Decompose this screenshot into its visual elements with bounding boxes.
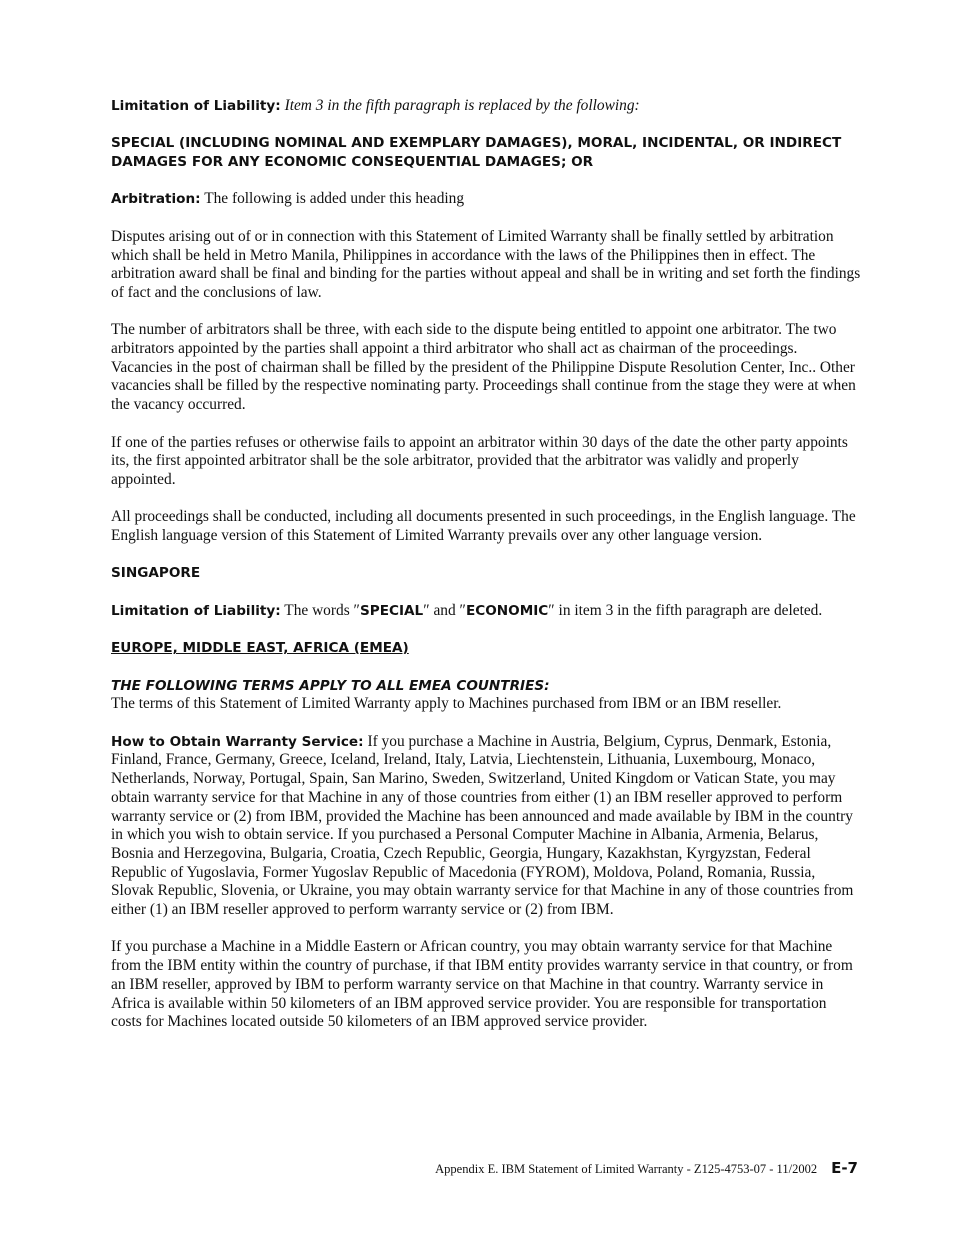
subheading-text: THE FOLLOWING TERMS APPLY TO ALL EMEA COUNTRIES: bbox=[111, 677, 550, 694]
paragraph-warranty-service bbox=[111, 733, 861, 920]
paragraph-arbitrators: The number of arbitrators shall be three, with each side to the dispute being entitled to appoint one arbitrator. The two arbitrators appointed by the parties shall appoint a third arbitrator who shall act as chairman of the proceedings. Vacancies in the post of chairman shall be filled by the president of the Philippine Dispute Resolution Center, Inc.. Other vacancies shall be filled by the respective nominating party. Proceedings shall continue from the stage they were at when the vacancy occurred. bbox=[111, 321, 856, 414]
paragraph-damages-clause: SPECIAL (INCLUDING NOMINAL AND EXEMPLARY DAMAGES), MORAL, INCIDENTAL, OR INDIRECT DAMAGES FOR ANY ECONOMIC CONSEQUENTIAL DAMAGES; OR bbox=[111, 135, 842, 171]
section-heading-singapore: SINGAPORE bbox=[111, 565, 201, 582]
term-bold-special: SPECIAL bbox=[359, 602, 424, 619]
document-body bbox=[111, 97, 861, 1051]
paragraph-appointment: If one of the parties refuses or otherwise fails to appoint an arbitrator within 30 days of the date the other party appoints its, the first appointed arbitrator shall be the sole arbitrator, provided that the arbitrator was validly and properly appointed. bbox=[111, 433, 848, 488]
term-text: Item 3 in the fifth paragraph is replaced by the following: bbox=[284, 97, 640, 114]
term-label: Arbitration: bbox=[111, 191, 201, 208]
paragraph-arbitration bbox=[111, 190, 861, 209]
paragraph-limitation-liability-2 bbox=[111, 602, 861, 621]
term-label: Limitation of Liability: bbox=[111, 602, 281, 619]
term-text: The following is added under this heading bbox=[204, 190, 465, 208]
term-bold-economic: ECONOMIC bbox=[465, 602, 549, 619]
section-heading-emea: EUROPE, MIDDLE EAST, AFRICA (EMEA) bbox=[111, 640, 409, 657]
paragraph-middle-east-africa: If you purchase a Machine in a Middle Eastern or African country, you may obtain warranty service for that Machine from the IBM entity within the country of purchase, if that IBM entity provides warranty service in that country, or from an IBM reseller, approved by IBM to perform warranty service on that Machine in that country. Warranty service in Africa is available within 50 kilometers of an IBM approved service provider. You are responsible for transportation costs for Machines located outside 50 kilometers of an IBM approved service provider. bbox=[111, 938, 853, 1031]
term-label: How to Obtain Warranty Service: bbox=[111, 733, 364, 750]
footer-text: Appendix E. IBM Statement of Limited Warranty - Z125-4753-07 - 11/2002 bbox=[435, 1162, 818, 1176]
term-label: Limitation of Liability: bbox=[111, 98, 281, 114]
subheading-emea-terms bbox=[111, 677, 861, 696]
term-text-3: ″ in item 3 in the fifth paragraph are deleted. bbox=[548, 601, 823, 619]
term-text-2: ″ and ″ bbox=[423, 601, 466, 619]
term-text: If you purchase a Machine in Austria, Belgium, Cyprus, Denmark, Estonia, Finland, France, Germany, Greece, Iceland, Ireland, Italy, Latvia, Liechtenstein, Lithuania, Luxembourg, Monaco, Netherlands, Norway, Portugal, Spain, San Marino, Sweden, Switzerland, United Kingdom or Vatican State, you may obtain warranty service for that Machine in any of those countries from either (1) an IBM reseller approved to perform warranty service or (2) from IBM, provided the Machine has been announced and made available by IBM in the country in which you wish to obtain service. If you purchased a Personal Computer Machine in Albania, Armenia, Belarus, Bosnia and Herzegovina, Bulgaria, Croatia, Czech Republic, Georgia, Hungary, Kazakhstan, Kyrgyzstan, Federal Republic of Yugoslavia, Former Yugoslav Republic of Macedonia (FYROM), Moldova, Poland, Romania, Russia, Slovak Republic, Slovenia, or Ukraine, you may obtain warranty service for that Machine in any of those countries from either (1) an IBM reseller approved to perform warranty service or (2) from IBM. bbox=[111, 732, 854, 919]
paragraph-emea-terms: The terms of this Statement of Limited Warranty apply to Machines purchased from IBM or an IBM reseller. bbox=[111, 695, 782, 713]
paragraph-language: All proceedings shall be conducted, including all documents presented in such proceedings, in the English language. The English language version of this Statement of Limited Warranty prevails over any other language version. bbox=[111, 508, 856, 545]
paragraph-limitation-liability-1 bbox=[111, 97, 861, 116]
page-number: E-7 bbox=[831, 1159, 858, 1177]
paragraph-disputes: Disputes arising out of or in connection with this Statement of Limited Warranty shall be finally settled by arbitration which shall be held in Metro Manila, Philippines in accordance with the laws of the Philippines then in effect. The arbitration award shall be final and binding for the parties without appeal and shall be in writing and set forth the findings of fact and the conclusions of law. bbox=[111, 227, 861, 301]
page-footer bbox=[0, 1159, 858, 1177]
term-text-1: The words ″ bbox=[284, 601, 360, 619]
